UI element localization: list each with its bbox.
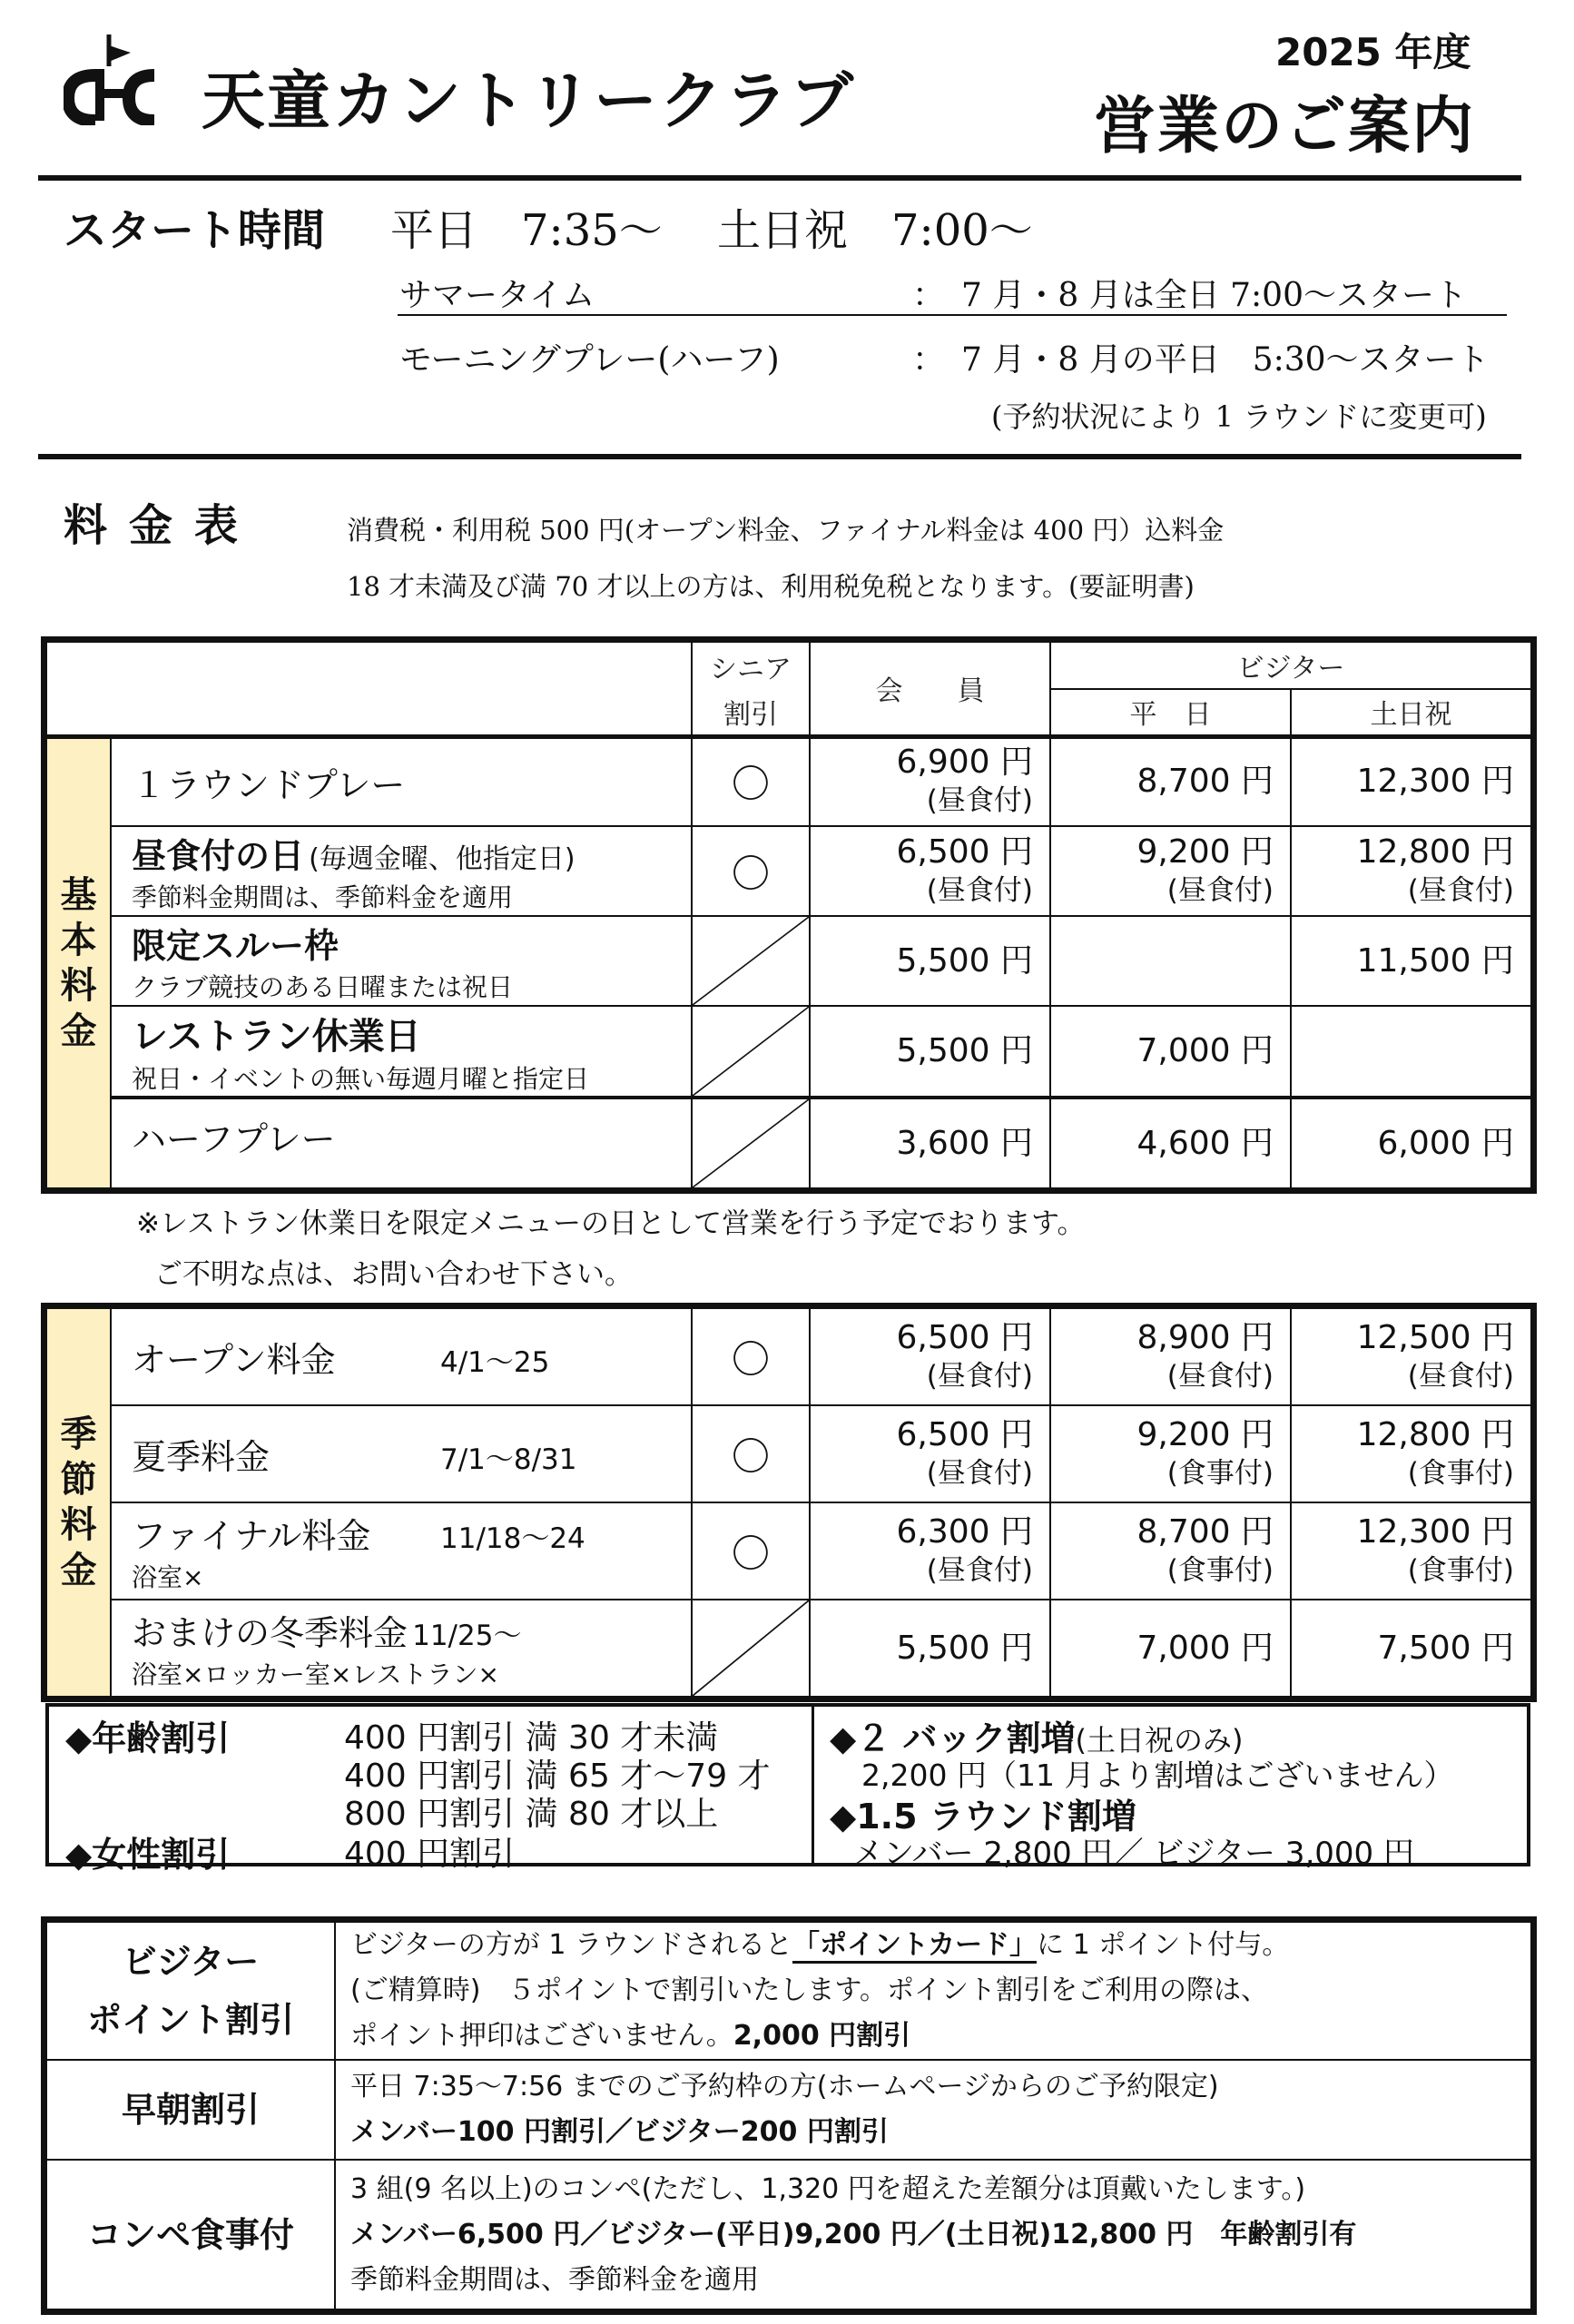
category-seasonal: 季 節 料 金 [46,1308,111,1697]
table-row [46,736,1531,826]
visitor-weekend-price: 12,300 円 [1291,736,1531,826]
fee-table-title: 料金表 [64,500,261,551]
member-price: 6,500 円 (昼食付) [810,1405,1050,1502]
start-time-label: スタート時間 [64,205,326,256]
row-name: 昼食付の日 (毎週金曜、他指定日) 季節料金期間は、季節料金を適用 [111,826,692,916]
visitor-weekend-price: 12,800 円 (昼食付) [1291,826,1531,916]
member-price: 6,900 円 (昼食付) [810,736,1050,826]
senior-mark: 〇 [692,736,810,826]
age-discount-line: 400 円割引 満 65 才〜79 才 [344,1758,771,1795]
header-blank [46,642,692,736]
age-discount-label: ◆年齢割引 [65,1718,231,1758]
one-half-round-label: ◆1.5 ラウンド割増 [830,1797,1136,1837]
two-bag-value: 2,200 円（11 月より割増はございません） [861,1758,1454,1793]
other-discounts-table [45,1921,1532,2310]
tax-note: 消費税・利用税 500 円(オープン料金、ファイナル料金は 400 円）込料金 [347,515,1225,546]
divider [38,175,1521,181]
category-basic: 基 本 料 金 [46,736,111,1188]
female-discount-label: ◆女性割引 [65,1835,231,1875]
visitor-weekday-price: 9,200 円 (食事付) [1050,1405,1291,1502]
header-member: 会 員 [810,642,1050,736]
header-senior: シニア [692,642,810,689]
table-row [46,826,1531,916]
member-price: 6,300 円 (昼食付) [810,1502,1050,1600]
table-row [46,2060,1531,2160]
visitor-weekend-price: 12,300 円 (食事付) [1291,1502,1531,1600]
age-discount-line: 800 円割引 満 80 才以上 [344,1796,719,1833]
row-name: 限定スルー枠 クラブ競技のある日曜または祝日 [111,916,692,1006]
row-name: おまけの冬季料金 11/25〜 浴室×ロッカー室×レストラン× [111,1600,692,1697]
senior-mark: 〇 [692,1502,810,1600]
visitor-weekend-price: 12,500 円 (昼食付) [1291,1308,1531,1405]
restaurant-note: ※レストラン休業日を限定メニューの日として営業を行う予定でおります。 [136,1207,1086,1240]
tax-exempt-note: 18 才未満及び満 70 才以上の方は、利用税免税となります。(要証明書) [347,571,1195,602]
senior-not-applicable [692,1600,810,1697]
table-row [46,1922,1531,2060]
senior-not-applicable [692,916,810,1006]
table-row [46,1502,1531,1600]
divider [38,454,1521,459]
start-time-weekend: 土日祝 7:00〜 [717,205,1033,256]
visitor-weekend-price: 7,500 円 [1291,1600,1531,1697]
row-name: ファイナル料金 11/18〜24 浴室× [111,1502,692,1600]
table-row [46,1405,1531,1502]
visitor-weekday-price: 9,200 円 (昼食付) [1050,826,1291,916]
early-discount-heading: 早朝割引 [46,2060,335,2160]
senior-mark: 〇 [692,826,810,916]
visitor-weekend-price: 6,000 円 [1291,1098,1531,1188]
member-price: 3,600 円 [810,1098,1050,1188]
table-row [46,1098,1531,1188]
basic-fee-table [45,641,1532,1189]
discount-box [45,1703,1530,1875]
morning-play-label: モーニングプレー(ハーフ) [399,341,780,379]
table-row [46,1308,1531,1405]
header-visitor: ビジター [1050,642,1531,689]
row-name: 夏季料金 7/1〜8/31 [111,1405,692,1502]
header-visitor-weekday: 平 日 [1050,689,1291,736]
morning-play-note: (予約状況により 1 ラウンドに変更可) [991,399,1487,434]
inquiry-note: ご不明な点は、お問い合わせ下さい。 [154,1258,633,1291]
age-discount-line: 400 円割引 満 30 才未満 [344,1719,719,1757]
member-price: 5,500 円 [810,916,1050,1006]
competition-meal-heading: コンペ食事付 [46,2160,335,2309]
visitor-weekday-price: 8,900 円 (昼食付) [1050,1308,1291,1405]
page-title: 営業のご案内 [1094,91,1476,162]
visitor-weekday-price: 7,000 円 [1050,1600,1291,1697]
visitor-weekday-price: 8,700 円 [1050,736,1291,826]
visitor-weekday-price: 7,000 円 [1050,1006,1291,1098]
competition-meal-body: 3 組(9 名以上)のコンペ(ただし、1,320 円を超えた差額分は頂戴いたします。) メンバー6,500 円／ビジター(平日)9,200 円／(土日祝)12,800 円 年齢割引有 季節料金期間は、季節料金を適用 [335,2160,1531,2309]
club-name-logo: 天童カントリークラブ [202,64,855,138]
summer-underline [398,314,1507,316]
visitor-weekend-price [1291,1006,1531,1098]
seasonal-fee-table [45,1307,1532,1698]
member-price: 5,500 円 [810,1006,1050,1098]
visitor-weekday-price: 4,600 円 [1050,1098,1291,1188]
summer-time-label: サマータイム [399,277,595,314]
table-row [46,916,1531,1006]
senior-not-applicable [692,1006,810,1098]
visitor-weekday-price: 8,700 円 (食事付) [1050,1502,1291,1600]
two-bag-surcharge: ◆２ バック割増(土日祝のみ) [830,1718,1244,1758]
member-price: 6,500 円 (昼食付) [810,826,1050,916]
member-price: 5,500 円 [810,1600,1050,1697]
row-name: レストラン休業日 祝日・イベントの無い毎週月曜と指定日 [111,1006,692,1098]
senior-not-applicable [692,1098,810,1188]
table-row [46,2160,1531,2309]
senior-mark: 〇 [692,1308,810,1405]
row-name: １ラウンドプレー [111,736,692,826]
visitor-weekend-price: 11,500 円 [1291,916,1531,1006]
header-senior-discount: 割引 [692,689,810,736]
early-discount-body: 平日 7:35〜7:56 までのご予約枠の方(ホームページからのご予約限定) メンバー100 円割引／ビジター200 円割引 [335,2060,1531,2160]
club-logo-mark [64,25,191,125]
row-name: オープン料金 4/1〜25 [111,1308,692,1405]
summer-time-value: ： 7 月・8 月は全日 7:00〜スタート [912,277,1467,314]
one-half-round-value: メンバー 2,800 円／ ビジター 3,000 円 [852,1836,1414,1872]
discount-divider [812,1707,814,1863]
table-row [46,1006,1531,1098]
visitor-point-discount-body: ビジターの方が 1 ラウンドされると「ポイントカード」に 1 ポイント付与。 (ご精算時) ５ポイントで割引いたします。ポイント割引をご利用の際は、 ポイント押印はございません。2,000 円割引 [335,1922,1531,2060]
member-price: 6,500 円 (昼食付) [810,1308,1050,1405]
visitor-weekday-price [1050,916,1291,1006]
header-visitor-weekend: 土日祝 [1291,689,1531,736]
female-discount-value: 400 円割引 [344,1836,516,1873]
fiscal-year: 2025 年度 [1275,30,1471,74]
table-row [46,1600,1531,1697]
morning-play-value: ： 7 月・8 月の平日 5:30〜スタート [912,341,1490,379]
row-name: ハーフプレー [111,1098,692,1188]
start-time-weekday: 平日 7:35〜 [390,205,663,256]
visitor-weekend-price: 12,800 円 (食事付) [1291,1405,1531,1502]
visitor-point-discount-heading: ビジター ポイント割引 [46,1922,335,2060]
senior-mark: 〇 [692,1405,810,1502]
